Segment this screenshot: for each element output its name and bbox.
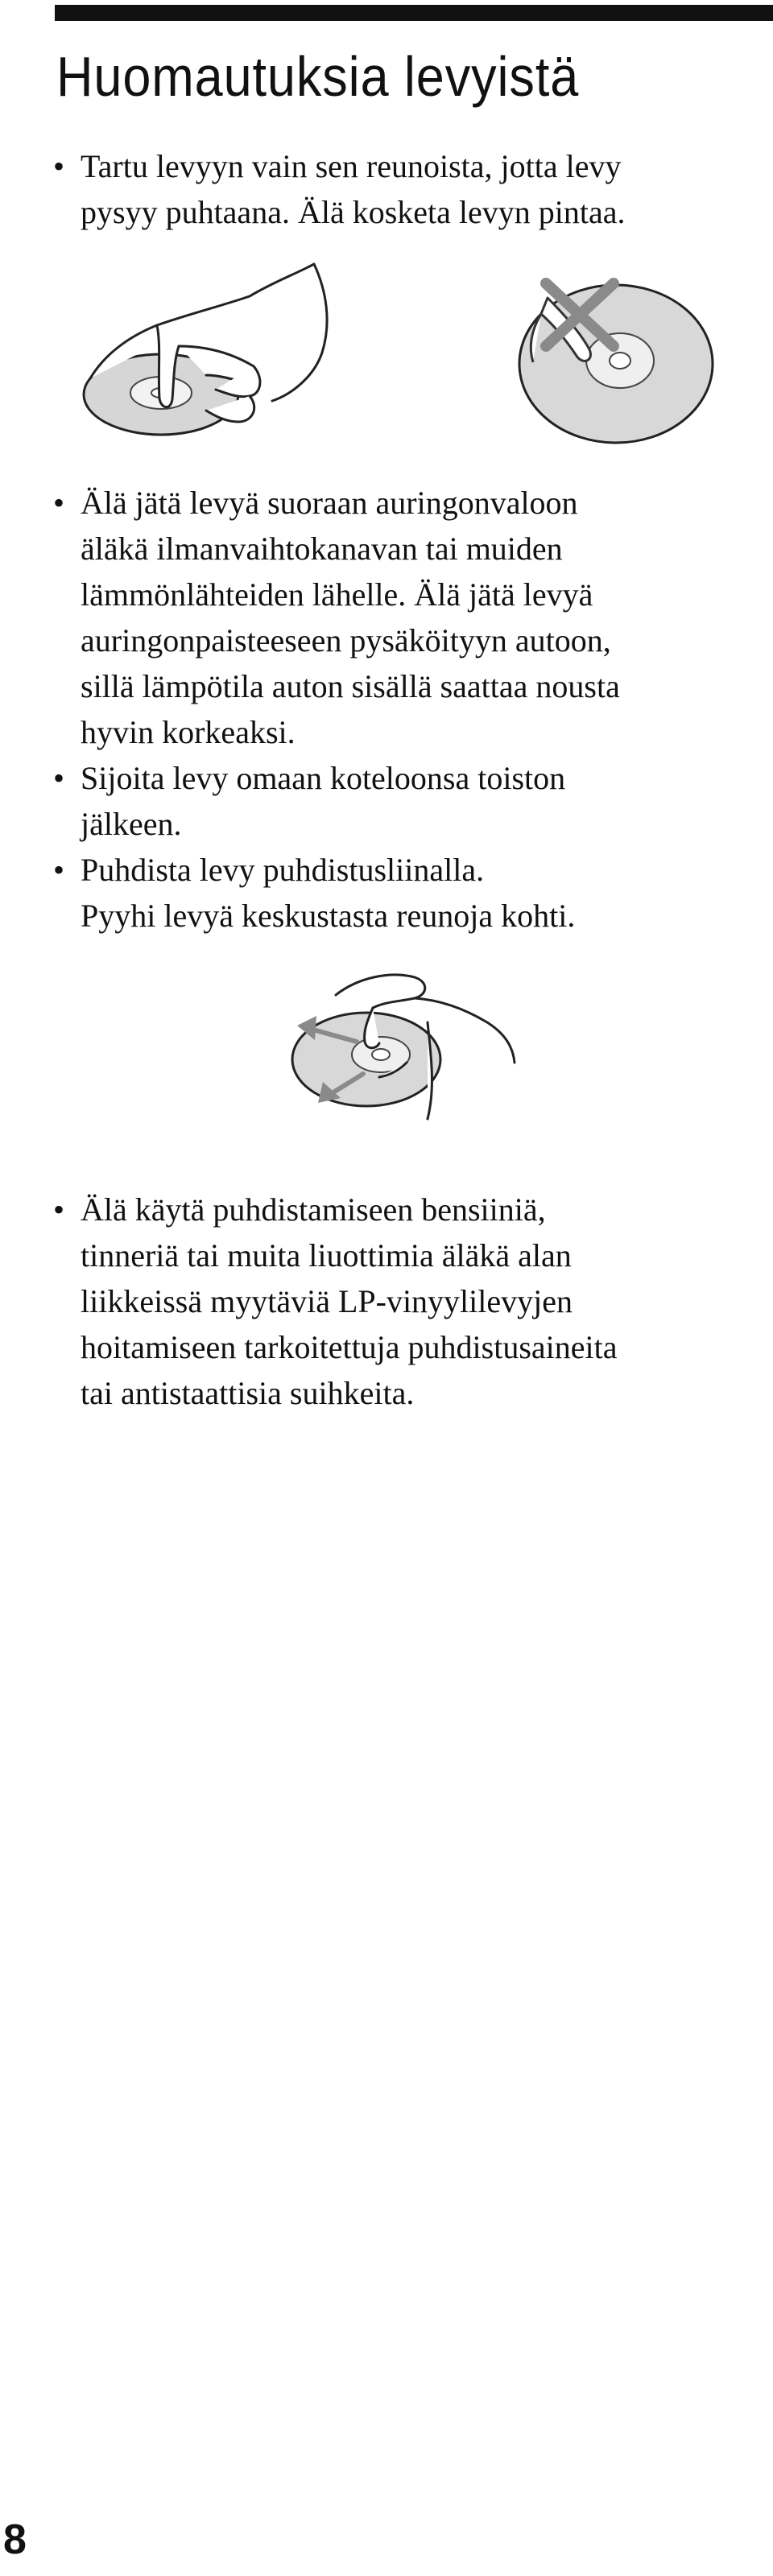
text-line: Pyyhi levyä keskustasta reunoja kohti. — [81, 898, 576, 934]
cleaning-disc-illustration — [286, 966, 527, 1143]
text-line: Tartu levyyn vain sen reunoista, jotta levy — [81, 148, 622, 184]
bullet: • — [53, 760, 65, 796]
text-line: Älä käytä puhdistamiseen bensiiniä, — [81, 1191, 546, 1228]
text-line: hoitamiseen tarkoitettuja puhdistusaineita — [81, 1329, 618, 1365]
bullet: • — [53, 148, 65, 184]
note-clean-disc — [53, 847, 762, 939]
page-number: 8 — [3, 2516, 27, 2563]
list-item — [53, 1187, 762, 1416]
hand-holding-disc-illustration — [81, 258, 370, 475]
text-line: tai antistaattisia suihkeita. — [81, 1375, 415, 1411]
text-line: tinneriä tai muita liuottimia äläkä alan — [81, 1237, 572, 1274]
note-no-solvents — [53, 1187, 762, 1416]
text-line: äläkä ilmanvaihtokanavan tai muiden — [81, 530, 563, 567]
note-store-in-case — [53, 755, 762, 847]
note-handle-edges — [53, 143, 762, 235]
text-line: liikkeissä myytäviä LP-vinyylilevyjen — [81, 1283, 573, 1319]
text-line: jälkeen. — [81, 806, 182, 842]
text-line: Sijoita levy omaan koteloonsa toiston — [81, 760, 566, 796]
touching-disc-surface-illustration — [499, 266, 733, 459]
bullet: • — [53, 1191, 65, 1228]
list-item — [53, 480, 762, 755]
list-item — [53, 755, 762, 847]
text-line: Älä jätä levyä suoraan auringonvaloon — [81, 485, 578, 521]
text-line: pysyy puhtaana. Älä kosketa levyn pintaa. — [81, 194, 626, 230]
note-heat-sources — [53, 480, 762, 755]
list-item — [53, 143, 762, 235]
bullet: • — [53, 852, 65, 888]
page-title: Huomautuksia levyistä — [56, 45, 580, 108]
text-line: hyvin korkeaksi. — [81, 714, 296, 750]
text-line: sillä lämpötila auton sisällä saattaa nousta — [81, 668, 620, 704]
text-line: auringonpaisteeseen pysäköityyn autoon, — [81, 622, 611, 658]
text-line: lämmönlähteiden lähelle. Älä jätä levyä — [81, 576, 593, 613]
list-item — [53, 847, 762, 939]
text-line: Puhdista levy puhdistusliinalla. — [81, 852, 485, 888]
header-rule — [55, 5, 773, 21]
bullet: • — [53, 485, 65, 521]
